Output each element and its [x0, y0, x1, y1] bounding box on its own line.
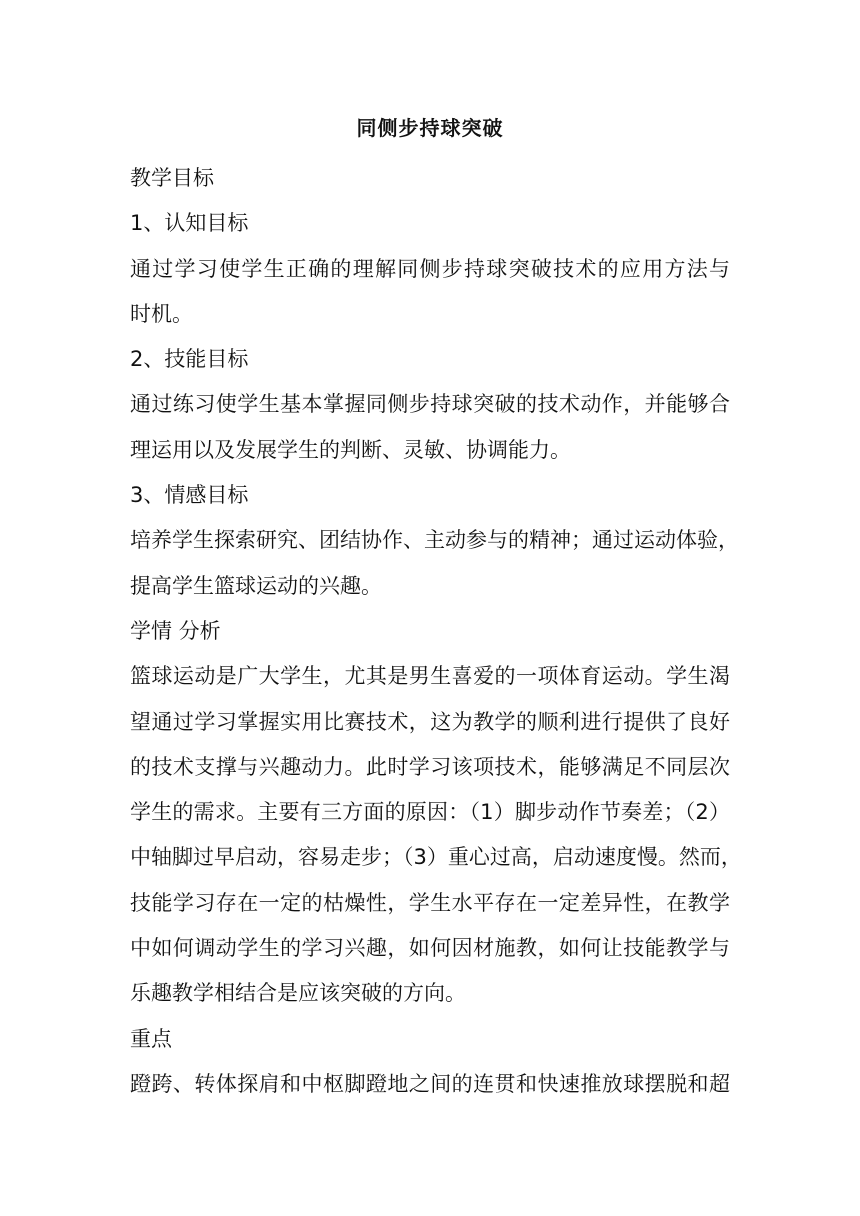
text-line: 3、情感目标 [130, 483, 249, 508]
text-line: 2、技能目标 [130, 347, 249, 372]
text-line: 中如何调动学生的学习兴趣，如何因材施教，如何让技能教学与 [130, 936, 730, 961]
document-body [130, 110, 742, 1107]
text-line: 提高学生篮球运动的兴趣。 [130, 573, 382, 598]
text-line: 理运用以及发展学生的判断、灵敏、协调能力。 [130, 437, 571, 462]
text-line: 学生的需求。主要有三方面的原因：（1）脚步动作节奏差；（2） [130, 800, 730, 825]
text-line: 中轴脚过早启动，容易走步；（3）重心过高，启动速度慢。然而， [130, 845, 742, 870]
text-line: 技能学习存在一定的枯燥性，学生水平存在一定差异性，在教学 [130, 890, 730, 915]
text-line: 1、认知目标 [130, 211, 249, 236]
text-line: 的技术支撑与兴趣动力。此时学习该项技术，能够满足不同层次 [130, 754, 730, 779]
text-line: 通过练习使学生基本掌握同侧步持球突破的技术动作，并能够合 [130, 392, 730, 417]
document-title: 同侧步持球突破 [356, 116, 504, 140]
text-line: 培养学生探索研究、团结协作、主动参与的精神；通过运动体验， [130, 528, 739, 553]
text-line: 望通过学习掌握实用比赛技术，这为教学的顺利进行提供了良好 [130, 709, 730, 734]
document-text [130, 156, 742, 1107]
text-line: 篮球运动是广大学生，尤其是男生喜爱的一项体育运动。学生渴 [130, 664, 730, 689]
text-line: 乐趣教学相结合是应该突破的方向。 [130, 981, 466, 1006]
text-line: 蹬跨、转体探肩和中枢脚蹬地之间的连贯和快速推放球摆脱和超 [130, 1071, 730, 1096]
text-line: 时机。 [130, 301, 193, 326]
text-line: 重点 [130, 1026, 172, 1051]
text-line: 学情 分析 [130, 618, 221, 643]
text-line: 通过学习使学生正确的理解同侧步持球突破技术的应用方法与 [130, 256, 730, 281]
text-line: 教学目标 [130, 166, 214, 190]
